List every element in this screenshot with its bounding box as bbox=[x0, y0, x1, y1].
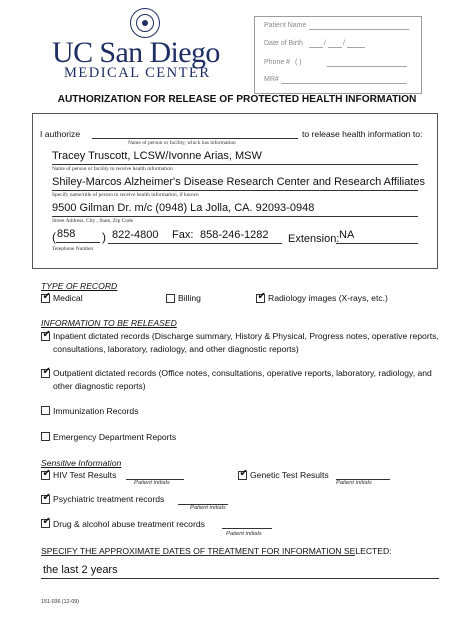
authorize-sub-label: Name of person or facility, which has information bbox=[128, 140, 236, 146]
authorization-box-bottom bbox=[32, 268, 438, 269]
dob-label: Date of Birth bbox=[264, 40, 303, 47]
authorization-box-right bbox=[437, 113, 438, 268]
authorize-suffix: to release health information to: bbox=[302, 129, 423, 139]
patient-name-field[interactable] bbox=[309, 29, 409, 30]
dates-label: SPECIFY THE APPROXIMATE DATES OF TREATMENT FOR INFORMATION SELECTED: bbox=[41, 546, 392, 556]
type-of-record-heading: TYPE OF RECORD bbox=[41, 281, 118, 291]
drug-label: Drug & alcohol abuse treatment records bbox=[53, 519, 205, 529]
logo-uc-san-diego: UC San Diego bbox=[52, 36, 220, 69]
outpatient-label: Outpatient dictated records (Office notes, consultations, operative reports, laboratory, radiology, and other diagnostic reports) bbox=[53, 368, 432, 391]
check-icon: ✔ bbox=[42, 468, 51, 479]
genetic-checkbox[interactable] bbox=[238, 468, 248, 480]
inpatient-label: Inpatient dictated records (Discharge summary, History & Physical, Progress notes, operative reports, consultations, laboratory, radiology, and other diagnostic reports) bbox=[53, 331, 439, 354]
authorize-prefix: I authorize bbox=[40, 129, 81, 139]
mr-number-field[interactable] bbox=[281, 83, 407, 84]
authorization-box-left bbox=[32, 113, 33, 268]
extension-line bbox=[336, 243, 418, 244]
dates-value-line bbox=[41, 578, 439, 579]
psych-checkbox[interactable] bbox=[41, 492, 51, 504]
check-icon: ✔ bbox=[42, 291, 51, 302]
recipient-fax-number[interactable]: 858-246-1282 bbox=[200, 229, 269, 241]
authorization-box-top bbox=[32, 113, 438, 114]
dates-value[interactable]: the last 2 years bbox=[43, 564, 118, 576]
medical-label: Medical bbox=[53, 293, 83, 303]
drug-initials-label: Patient initials bbox=[226, 531, 262, 537]
dates-label-underline bbox=[41, 555, 355, 556]
patient-info-box bbox=[254, 16, 422, 94]
phone-close-paren: ) bbox=[102, 230, 106, 244]
genetic-label: Genetic Test Results bbox=[250, 470, 329, 480]
phone-label: Phone # bbox=[264, 59, 291, 66]
dob-day-field[interactable] bbox=[328, 47, 342, 48]
recipient-address-label: Street Address, City , State, Zip Code bbox=[52, 218, 134, 224]
psych-label: Psychiatric treatment records bbox=[53, 494, 165, 504]
billing-checkbox[interactable] bbox=[166, 294, 175, 303]
emergency-label: Emergency Department Reports bbox=[53, 432, 177, 442]
radiology-label: Radiology images (X-rays, etc.) bbox=[268, 293, 388, 303]
genetic-initials-label: Patient initials bbox=[336, 480, 372, 486]
form-number: 151-036 (12-09) bbox=[41, 599, 79, 605]
check-icon: ✔ bbox=[42, 516, 51, 527]
recipient-phone-number[interactable]: 822-4800 bbox=[112, 229, 159, 241]
recipient-name-label: Name of person or facility to receive health information bbox=[52, 166, 173, 172]
uc-seal-icon bbox=[130, 8, 160, 38]
recipient-name[interactable]: Tracey Truscott, LCSW/Ivonne Arias, MSW bbox=[52, 150, 262, 162]
hiv-checkbox[interactable] bbox=[41, 468, 51, 480]
telephone-label: Telephone Number bbox=[52, 246, 94, 252]
logo-medical-center: MEDICAL CENTER bbox=[64, 65, 211, 81]
dob-sep-1: / bbox=[324, 40, 326, 47]
check-icon: ✔ bbox=[42, 492, 51, 503]
emergency-checkbox[interactable] bbox=[41, 432, 50, 441]
radiology-checkbox[interactable] bbox=[256, 291, 266, 303]
dob-month-field[interactable] bbox=[309, 47, 323, 48]
drug-checkbox[interactable] bbox=[41, 516, 51, 528]
recipient-specify[interactable]: Shiley-Marcos Alzheimer's Disease Research Center and Research Affiliates bbox=[52, 176, 426, 188]
recipient-extension[interactable]: NA bbox=[339, 229, 355, 241]
info-released-heading: INFORMATION TO BE RELEASED bbox=[41, 318, 177, 328]
fax-label: Fax: bbox=[172, 229, 194, 241]
recipient-specify-label: Specify name/title of person to receive health information, if known bbox=[52, 192, 199, 198]
check-icon: ✔ bbox=[239, 468, 248, 479]
inpatient-checkbox[interactable] bbox=[41, 329, 51, 341]
phone-open-paren: ( bbox=[52, 230, 56, 244]
patient-name-label: Patient Name bbox=[264, 22, 307, 29]
phone-parens: ( ) bbox=[295, 59, 302, 66]
recipient-address[interactable]: 9500 Gilman Dr. m/c (0948) La Jolla, CA. 92093-0948 bbox=[52, 202, 315, 214]
sensitive-heading: Sensitive Information bbox=[41, 458, 122, 468]
recipient-phone-area[interactable]: 858 bbox=[57, 228, 76, 240]
check-icon: ✔ bbox=[42, 329, 51, 340]
drug-initials-field[interactable] bbox=[222, 528, 272, 529]
hiv-initials-label: Patient initials bbox=[134, 480, 170, 486]
recipient-address-line bbox=[52, 216, 418, 217]
immunization-label: Immunization Records bbox=[53, 406, 139, 416]
hiv-label: HIV Test Results bbox=[53, 470, 117, 480]
check-icon: ✔ bbox=[42, 366, 51, 377]
mr-label: MR# bbox=[264, 76, 279, 83]
phone-fax-line bbox=[108, 243, 282, 244]
medical-checkbox[interactable] bbox=[41, 291, 51, 303]
outpatient-checkbox[interactable] bbox=[41, 366, 51, 378]
extension-label: Extension: bbox=[288, 233, 340, 245]
patient-phone-field[interactable] bbox=[327, 66, 407, 67]
dob-year-field[interactable] bbox=[347, 47, 365, 48]
billing-label: Billing bbox=[178, 293, 201, 303]
recipient-name-line bbox=[52, 164, 418, 165]
dob-sep-2: / bbox=[343, 40, 345, 47]
authorize-field[interactable] bbox=[92, 138, 298, 139]
psych-initials-label: Patient initials bbox=[190, 505, 226, 511]
recipient-specify-line bbox=[52, 190, 418, 191]
form-title: AUTHORIZATION FOR RELEASE OF PROTECTED HEALTH INFORMATION bbox=[57, 94, 417, 105]
immunization-checkbox[interactable] bbox=[41, 406, 50, 415]
phone-area-line bbox=[56, 242, 100, 243]
check-icon: ✔ bbox=[257, 291, 266, 302]
